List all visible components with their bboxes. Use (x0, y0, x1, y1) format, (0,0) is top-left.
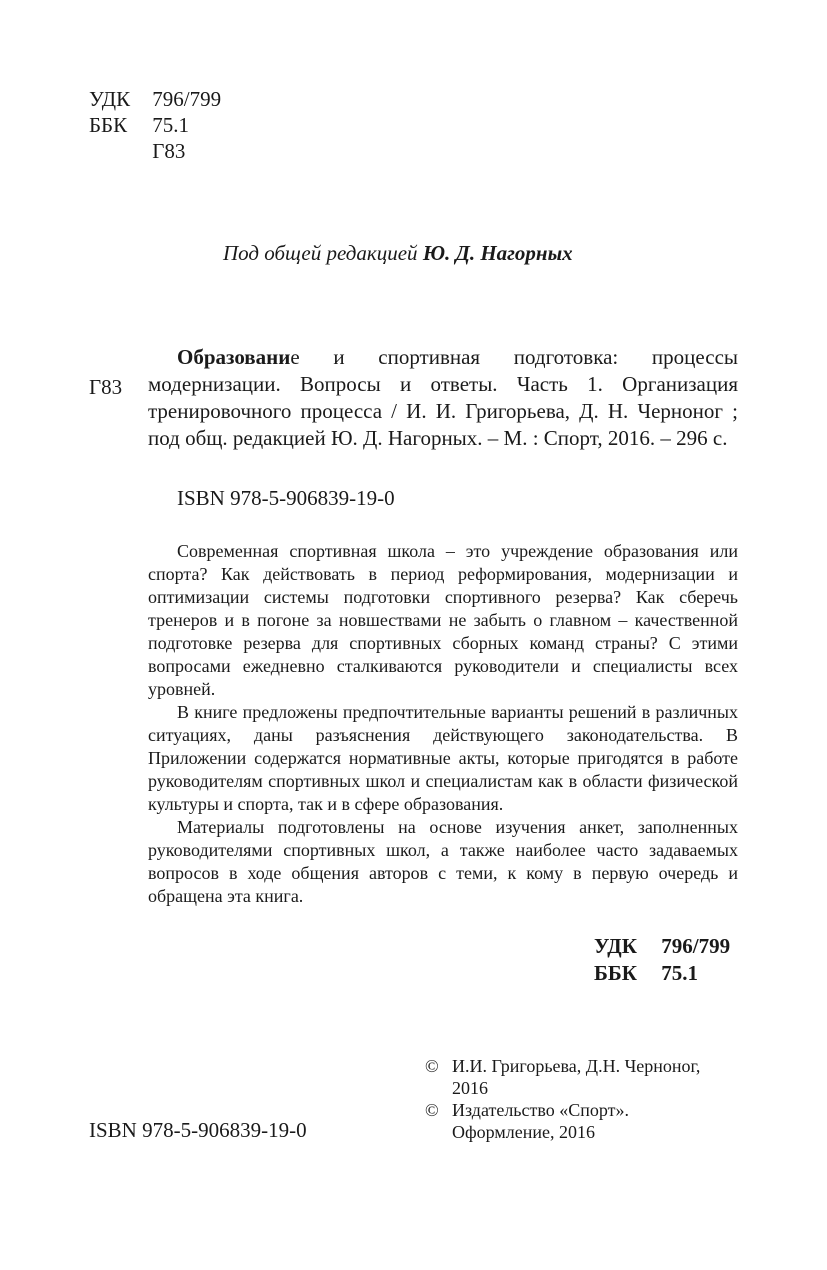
bibliographic-description (148, 344, 738, 452)
annotation-paragraph: В книге предложены предпочтительные варианты решений в различных ситуациях, даны разъяснения действующего законодательства. В Приложении содержатся нормативные акты, которые пригодятся в работе руководителям спортивных школ и специалистам как в области физической культуры и спорта, так и в сфере образования. (148, 702, 738, 814)
udk-value-bottom: 796/799 (661, 934, 731, 958)
bbk-row-top (89, 112, 221, 138)
copyright-line: 2016 (452, 1078, 488, 1098)
bbk-row-bottom (594, 960, 730, 987)
author-mark-side: Г83 (89, 375, 123, 399)
editor-prefix: Под общей редакцией (223, 241, 423, 265)
isbn-inline: ISBN 978-5-906839-19-0 (177, 486, 395, 510)
bbk-label: ББК (89, 113, 128, 137)
udk-label-bottom: УДК (594, 934, 637, 958)
annotation-paragraph: Современная спортивная школа – это учреждение образования или спорта? Как действовать в период реформирования, модернизации и оптимизации системы подготовки спортивного резерва? Как сберечь тренеров и в погоне за новшествами не забыть о главном – качественной подготовке резерва для спортивных сборных команд страны? С этими вопросами ежедневно сталкиваются руководители и специалисты всех уровней. (148, 541, 738, 699)
bbk-label-bottom: ББК (594, 961, 637, 985)
book-title-bold: Образовани (177, 345, 291, 369)
classification-top (89, 86, 221, 164)
bbk-value: 75.1 (152, 113, 189, 137)
editor-name: Ю. Д. Нагорных (422, 241, 573, 265)
copyright-entry-authors (425, 1055, 700, 1099)
udk-value: 796/799 (152, 87, 222, 111)
copyright-line: Оформление, 2016 (452, 1122, 596, 1142)
editor-line (223, 241, 573, 266)
bibliographic-text: е и спортивная подготовка: процессы модернизации. Вопросы и ответы. Часть 1. Организация тренировочного процесса / И. И. Григорьева, Д. Н. Черноног ; под общ. редакцией Ю. Д. Нагорных. – М. : Спорт, 2016. – 296 с. (148, 345, 738, 450)
copyright-symbol: © (425, 1056, 439, 1076)
annotation-paragraph: Материалы подготовлены на основе изучения анкет, заполненных руководителями спортивных школ, а также наиболее часто задаваемых вопросов в ходе общения авторов с теми, к кому в первую очередь и обращена эта книга. (148, 817, 738, 906)
classification-bottom (594, 933, 730, 987)
udk-row-bottom (594, 933, 730, 960)
bbk-value-bottom: 75.1 (661, 961, 698, 985)
copyright-entry-publisher (425, 1099, 700, 1143)
author-mark-row-top (89, 138, 221, 164)
bibliographic-entry (148, 344, 738, 452)
copyright-line: Издательство «Спорт». (452, 1100, 630, 1120)
isbn-bottom: ISBN 978-5-906839-19-0 (89, 1118, 307, 1142)
udk-row-top (89, 86, 221, 112)
copyright-line: И.И. Григорьева, Д.Н. Черноног, (452, 1056, 701, 1076)
udk-label: УДК (89, 87, 131, 111)
copyright-symbol: © (425, 1100, 439, 1120)
copyright-block (425, 1055, 700, 1143)
author-mark-top: Г83 (152, 139, 186, 163)
annotation (148, 540, 738, 908)
